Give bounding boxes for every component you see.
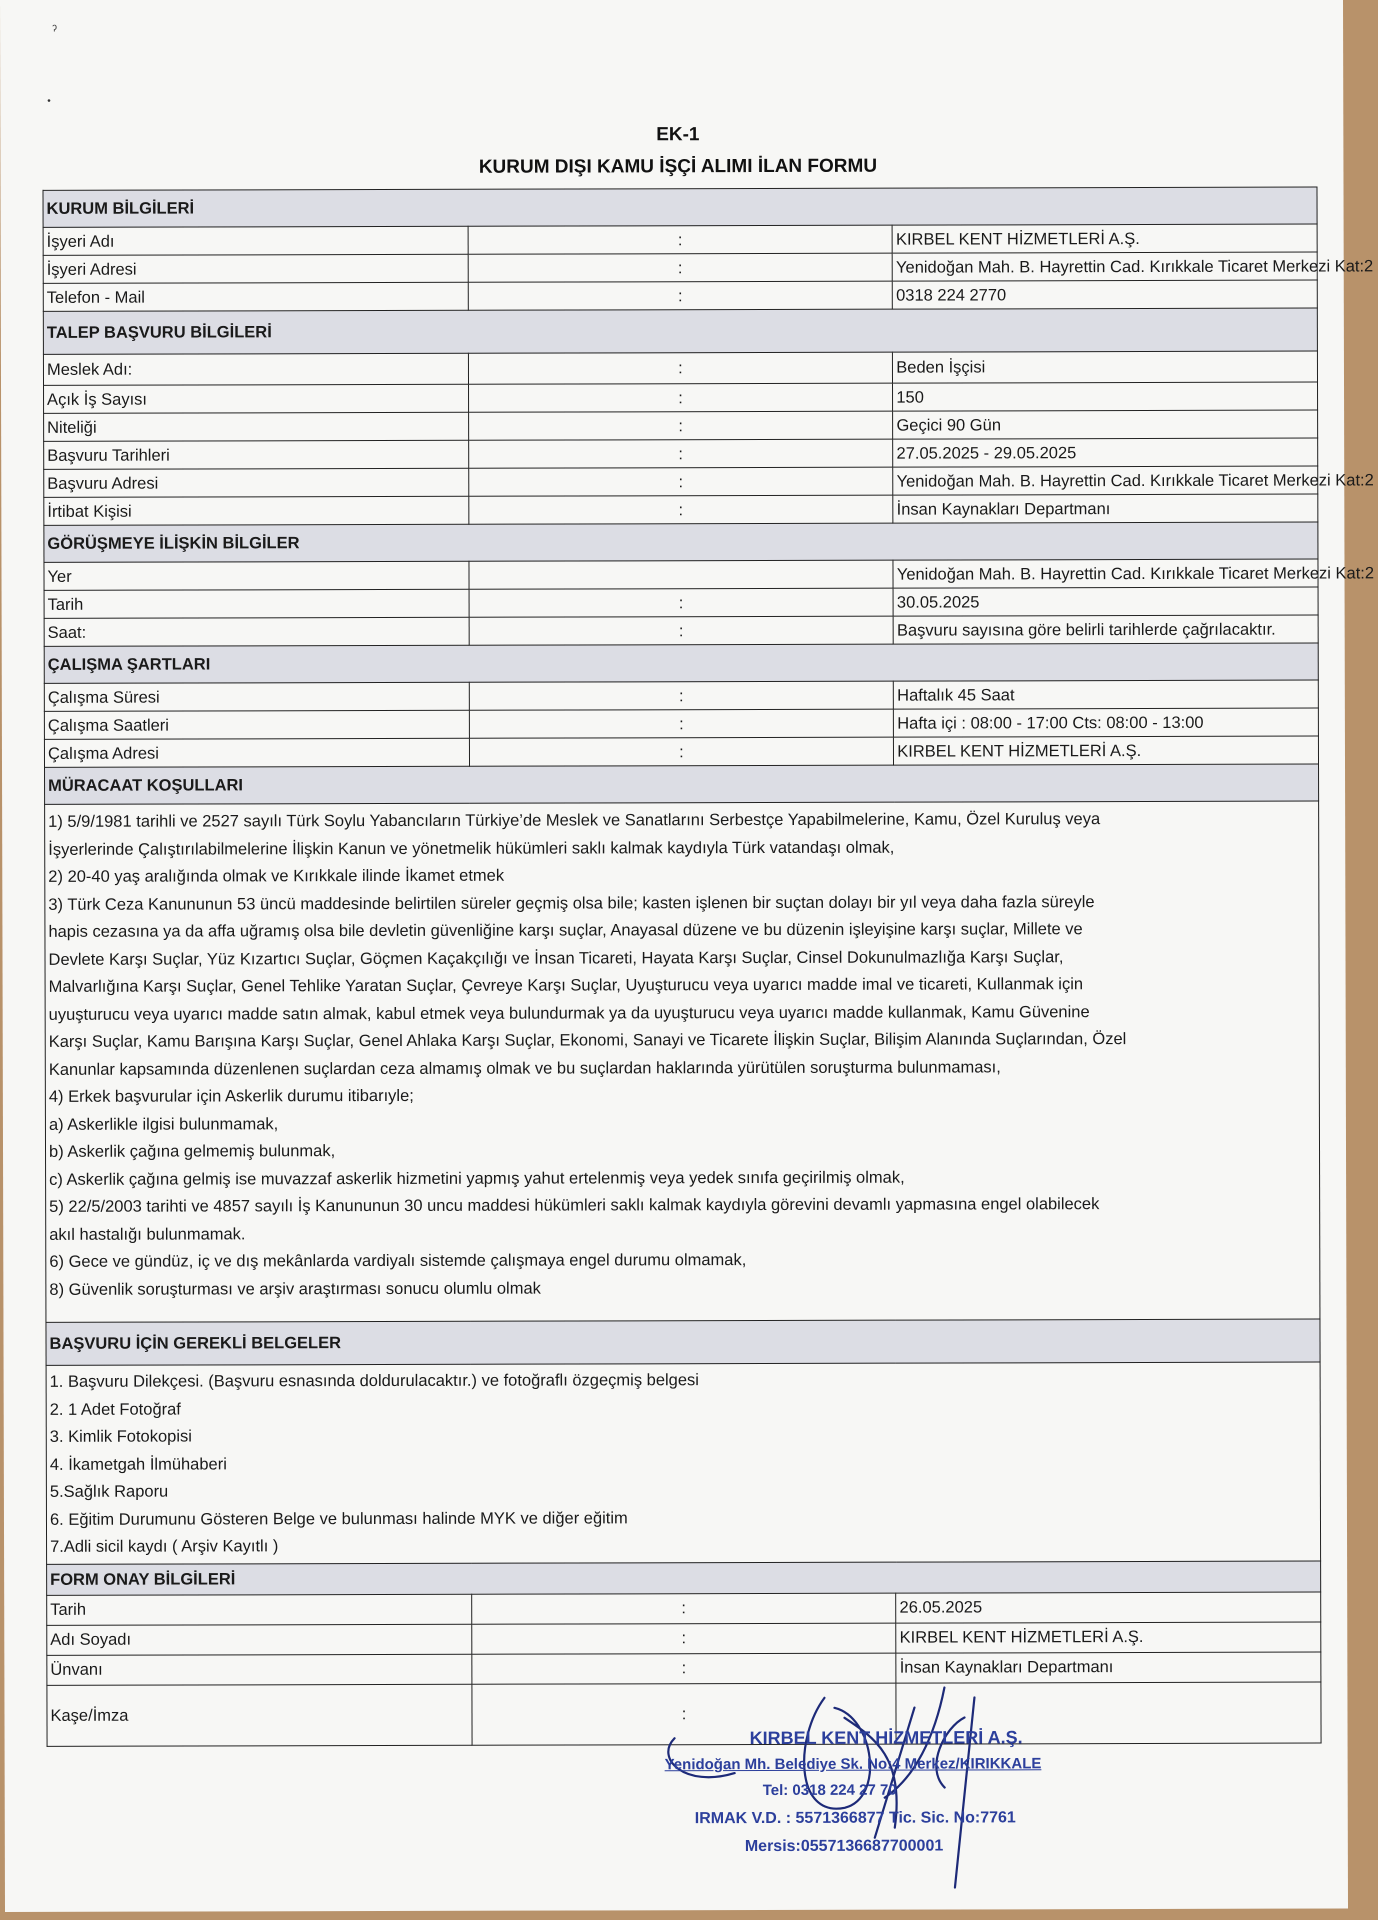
document-annex-label: EK-1 — [656, 124, 700, 146]
section-gorusme — [44, 522, 1318, 562]
field-colon: : — [469, 737, 894, 766]
field-label: Tarih — [44, 589, 469, 618]
talep-row — [44, 466, 1318, 497]
section-talep — [43, 308, 1317, 354]
stamp-line-1: KIRBEL KENT HİZMETLERİ A.Ş. — [749, 1727, 1023, 1749]
field-value: Yenidoğan Mah. B. Hayrettin Cad. Kırıkkale Ticaret Merkezi Kat:2 — [892, 252, 1317, 281]
document-item: 1. Başvuru Dilekçesi. (Başvuru esnasında doldurulacaktır.) ve fotoğraflı özgeçmiş belgesi — [49, 1371, 699, 1391]
condition-line: Malvarlığına Karşı Suçlar, Genel Tehlike Yaratan Suçlar, Çevreye Karşı Suçlar, Uyuşturucu veya uyarıcı madde imal ve ticareti, Kullanmak için — [48, 975, 1084, 996]
field-label: Çalışma Saatleri — [44, 710, 469, 739]
document-item: 5.Sağlık Raporu — [49, 1482, 169, 1501]
muracaat-conditions — [45, 801, 1320, 1322]
field-value: İnsan Kaynakları Departmanı — [893, 494, 1318, 523]
field-colon: : — [468, 225, 893, 254]
field-label: Meslek Adı: — [43, 353, 468, 385]
condition-line: c) Askerlik çağına gelmiş ise muvazzaf askerlik hizmetini yapmış yahut ertelenmiş veya yedek sınıfa geçirilmiş olmak, — [49, 1168, 905, 1189]
section-belgeler — [46, 1319, 1320, 1365]
talep-rows — [43, 351, 1374, 525]
field-colon: : — [468, 467, 893, 496]
field-label: Telefon - Mail — [43, 282, 468, 311]
field-label: İşyeri Adresi — [43, 254, 468, 283]
document-item: 3. Kimlik Fotokopisi — [49, 1427, 192, 1446]
section-kurum-title: KURUM BİLGİLERİ — [43, 187, 1317, 227]
field-colon: : — [471, 1593, 896, 1624]
talep-row — [44, 410, 1318, 441]
condition-line: uyuşturucu veya uyarıcı madde satın almak, kabul etmek veya bulundurmak ya da uyuşturucu veya uyarıcı madde kullanmak, Kamu Güvenine — [48, 1002, 1090, 1024]
field-label: Çalışma Adresi — [44, 738, 469, 767]
field-colon: : — [468, 253, 893, 282]
talep-row — [43, 351, 1317, 385]
field-value: Başvuru sayısına göre belirli tarihlerde çağrılacaktır. — [893, 615, 1318, 644]
onay-rows — [47, 1592, 1321, 1685]
field-label: Tarih — [47, 1594, 472, 1625]
field-colon: : — [469, 681, 894, 710]
document-item: 2. 1 Adet Fotoğraf — [49, 1400, 181, 1419]
section-talep-title: TALEP BAŞVURU BİLGİLERİ — [43, 308, 1317, 354]
field-label: Başvuru Adresi — [44, 468, 469, 497]
field-value: Geçici 90 Gün — [893, 410, 1318, 439]
condition-line: akıl hastalığı bulunmamak. — [49, 1224, 246, 1244]
field-colon: : — [471, 1623, 896, 1654]
field-label: İşyeri Adı — [43, 226, 468, 255]
gorusme-rows — [44, 559, 1375, 646]
document-title: KURUM DIŞI KAMU İŞÇİ ALIMI İLAN FORMU — [478, 155, 878, 178]
gorusme-row — [44, 587, 1318, 618]
kurum-row — [43, 224, 1317, 255]
field-value: Yenidoğan Mah. B. Hayrettin Cad. Kırıkkale Ticaret Merkezi Kat:2 — [893, 466, 1318, 495]
field-value: KIRBEL KENT HİZMETLERİ A.Ş. — [892, 224, 1317, 253]
field-label: Başvuru Tarihleri — [44, 440, 469, 469]
onay-row — [47, 1592, 1321, 1625]
document-item: 6. Eğitim Durumunu Gösteren Belge ve bulunması halinde MYK ve diğer eğitim — [49, 1508, 628, 1529]
field-colon: : — [468, 439, 893, 468]
condition-line: b) Askerlik çağına gelmemiş bulunmak, — [48, 1142, 336, 1161]
section-muracaat-title: MÜRACAAT KOŞULLARI — [45, 764, 1319, 804]
field-colon: : — [468, 383, 893, 412]
talep-row — [44, 438, 1318, 469]
company-stamp — [644, 1677, 1042, 1888]
field-colon: : — [468, 281, 893, 310]
calisma-rows — [44, 680, 1318, 767]
margin-mark: ˀ — [52, 21, 57, 38]
field-label: Ünvanı — [47, 1654, 472, 1685]
field-colon: : — [468, 352, 893, 384]
stamp-line-5: Mersis:0557136687700001 — [744, 1837, 944, 1856]
condition-line: 8) Güvenlik soruşturması ve arşiv araştırması sonucu olumlu olmak — [49, 1279, 541, 1299]
kurum-row — [43, 280, 1317, 311]
condition-line: Devlete Karşı Suçlar, Yüz Kızartıcı Suçlar, Göçmen Kaçakçılığı ve İnsan Ticareti, Hayata Karşı Suçlar, Cinsel Dokunulmazlığa Karşı Suçlar, — [48, 947, 1064, 969]
section-onay — [47, 1561, 1321, 1595]
field-label: Niteliği — [44, 412, 469, 441]
field-value: 150 — [893, 382, 1318, 411]
stamp-line-3: Tel: 0318 224 27 70 — [762, 1781, 897, 1800]
field-label: İrtibat Kişisi — [44, 496, 469, 525]
calisma-row — [44, 736, 1318, 767]
field-value: Beden İşçisi — [893, 351, 1318, 383]
condition-line: 3) Türk Ceza Kanununun 53 üncü maddesinde belirtilen süreler geçmiş olsa bile; kasten işlenen bir suçtan dolayı bir yıl veya daha fazla süreyle — [48, 892, 1095, 914]
field-label: Açık İş Sayısı — [44, 384, 469, 413]
field-value: 30.05.2025 — [893, 587, 1318, 616]
field-colon: : — [469, 616, 894, 645]
section-calisma-title: ÇALIŞMA ŞARTLARI — [44, 643, 1318, 683]
condition-line: 4) Erkek başvurular için Askerlik durumu itibarıyle; — [48, 1086, 414, 1106]
section-belgeler-title: BAŞVURU İÇİN GEREKLİ BELGELER — [46, 1319, 1320, 1365]
field-label: Yer — [44, 561, 469, 590]
calisma-row — [44, 680, 1318, 711]
kase-label: Kaşe/İmza — [47, 1684, 472, 1746]
document-item: 4. İkametgah İlmühaberi — [49, 1454, 227, 1474]
condition-line: 5) 22/5/2003 tarihti ve 4857 sayılı İş Kanununun 30 uncu maddesi hükümleri saklı kalmak kaydıyla görevini devamlı yapmasına engel olabilecek — [49, 1195, 1100, 1216]
condition-line: 2) 20-40 yaş aralığında olmak ve Kırıkkale ilinde İkamet etmek — [48, 866, 505, 886]
section-calisma — [44, 643, 1318, 683]
field-value: İnsan Kaynakları Departmanı — [896, 1652, 1321, 1683]
field-value: 27.05.2025 - 29.05.2025 — [893, 438, 1318, 467]
field-label: Adı Soyadı — [47, 1624, 472, 1655]
condition-line: 1) 5/9/1981 tarihli ve 2527 sayılı Türk Soylu Yabancıların Türkiye’de Meslek ve Sanatlarını Serbestçe Yapabilmelerine, Kamu, Özel Kuruluş veya — [48, 810, 1101, 831]
belgeler-list — [46, 1362, 1321, 1564]
margin-dot: • — [47, 95, 51, 107]
field-colon: : — [468, 411, 893, 440]
talep-row — [44, 494, 1318, 525]
field-colon: : — [468, 495, 893, 524]
calisma-row — [44, 708, 1318, 739]
field-value: Yenidoğan Mah. B. Hayrettin Cad. Kırıkkale Ticaret Merkezi Kat:2 — [893, 559, 1318, 588]
condition-line: hapis cezasına ya da affa uğramış olsa bile devletin güvenliğine karşı suçlar, Anayasal düzene ve bu düzenin işleyişine karşı suçlar, Millete ve — [48, 920, 1083, 941]
field-value: Hafta içi : 08:00 - 17:00 Cts: 08:00 - 13:00 — [894, 708, 1319, 737]
kurum-row — [43, 252, 1317, 283]
field-colon — [469, 560, 894, 589]
field-value: 26.05.2025 — [896, 1592, 1321, 1623]
field-colon: : — [469, 588, 894, 617]
condition-line: Kanunlar kapsamında düzenlenen suçlardan ceza almamış olmak ve bu suçlardan haklarında yürütülen soruşturma bulunmaması, — [48, 1057, 1001, 1079]
condition-line: a) Askerlikle ilgisi bulunmamak, — [48, 1114, 279, 1134]
field-label: Çalışma Süresi — [44, 682, 469, 711]
muracaat-body — [45, 801, 1320, 1322]
kurum-rows — [43, 224, 1374, 311]
belgeler-body — [46, 1362, 1321, 1564]
condition-line: Karşı Suçlar, Kamu Barışına Karşı Suçlar, Genel Ahlaka Karşı Suçlar, Ekonomi, Sanayi ve Ticarete İlişkin Suçlar, Bilişim Alanında Suçlarından, Özel — [48, 1030, 1127, 1051]
onay-row — [47, 1622, 1321, 1655]
field-value: Haftalık 45 Saat — [894, 680, 1319, 709]
stamp-line-2: Yenidoğan Mh. Belediye Sk. No:4 Merkez/KIRIKKALE — [664, 1755, 1042, 1774]
kase-colon: : — [472, 1683, 897, 1745]
condition-line: 6) Gece ve gündüz, iç ve dış mekânlarda vardiyalı sistemde çalışmaya engel durumu olmamak, — [49, 1251, 747, 1271]
field-value: KIRBEL KENT HİZMETLERİ A.Ş. — [894, 736, 1319, 765]
field-label: Saat: — [44, 617, 469, 646]
section-onay-title: FORM ONAY BİLGİLERİ — [47, 1561, 1321, 1595]
section-muracaat — [45, 764, 1319, 804]
section-kurum — [43, 187, 1317, 227]
field-value: KIRBEL KENT HİZMETLERİ A.Ş. — [896, 1622, 1321, 1653]
field-colon: : — [469, 709, 894, 738]
field-value: 0318 224 2770 — [893, 280, 1318, 309]
document-item: 7.Adli sicil kaydı ( Arşiv Kayıtlı ) — [50, 1537, 279, 1556]
stamp-line-4: IRMAK V.D. : 5571366877 Tic. Sic. No:7761 — [694, 1809, 1016, 1828]
section-gorusme-title: GÖRÜŞMEYE İLİŞKİN BİLGİLER — [44, 522, 1318, 562]
gorusme-row — [44, 615, 1318, 646]
talep-row — [44, 382, 1318, 413]
field-colon: : — [471, 1653, 896, 1684]
form-table — [42, 187, 1375, 1747]
condition-line: İşyerlerinde Çalıştırılabilmelerine İlişkin Kanun ve yönetmelik hükümleri saklı kalmak kaydıyla Türk vatandaşı olmak, — [48, 838, 895, 859]
gorusme-row — [44, 559, 1318, 590]
